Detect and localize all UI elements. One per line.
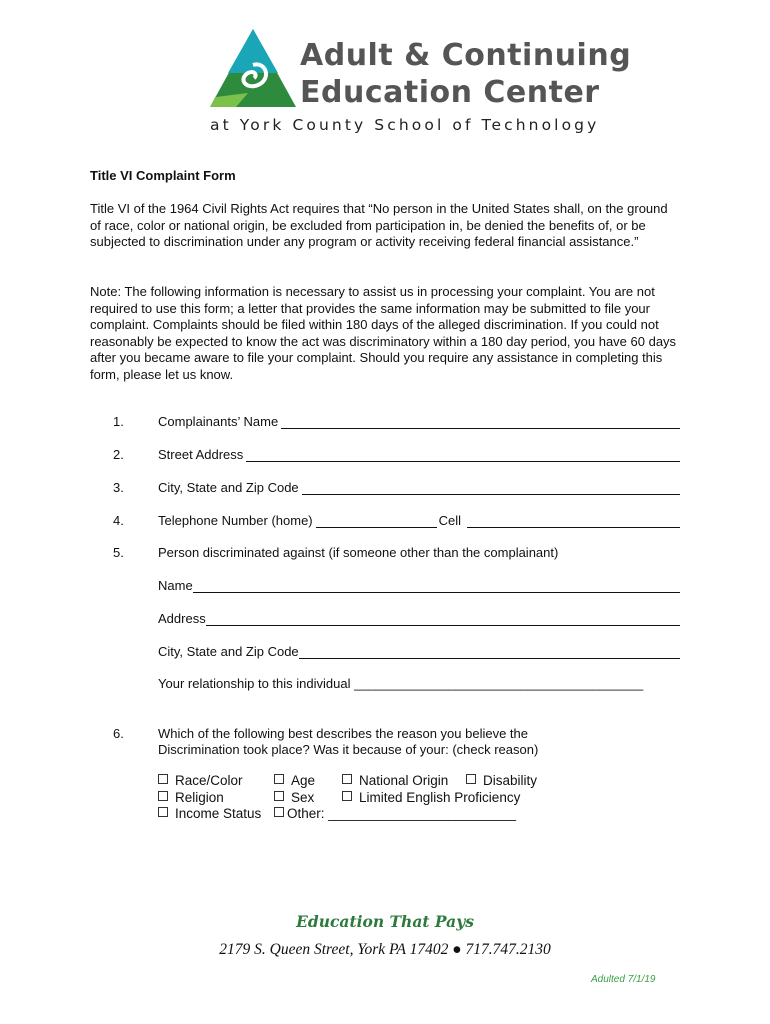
complainant-name-label: Complainants’ Name [158, 414, 279, 429]
sex-checkbox[interactable] [274, 790, 342, 807]
item-number-5: 5. [113, 545, 124, 560]
checkbox-icon[interactable] [158, 791, 168, 801]
religion-label: Religion [175, 789, 224, 805]
other-person-city-line[interactable] [299, 646, 680, 659]
reason-checkbox-group [158, 773, 537, 823]
checkbox-icon[interactable] [274, 791, 284, 801]
item-number-1: 1. [113, 414, 124, 429]
limited-english-label: Limited English Proficiency [359, 789, 521, 805]
person-discriminated-label: Person discriminated against (if someone other than the complainant) [158, 545, 559, 560]
complainant-name-field[interactable] [158, 414, 680, 429]
city-state-zip-label: City, State and Zip Code [158, 480, 299, 495]
sex-label: Sex [291, 789, 315, 805]
checkbox-icon[interactable] [342, 791, 352, 801]
checkbox-icon[interactable] [274, 807, 284, 817]
checkbox-icon[interactable] [466, 774, 476, 784]
logo-icon [208, 27, 298, 109]
relationship-field[interactable]: Your relationship to this individual ________________________________________ [158, 676, 644, 691]
religion-checkbox[interactable] [158, 790, 274, 807]
intro-paragraph: Title VI of the 1964 Civil Rights Act requires that “No person in the United States shall, on the ground of race, color or national origin, be excluded from participation in, be denied the benefits of, or be subjected to discrimination under any program or activity receiving federal financial assistance.” [90, 201, 668, 249]
cell-phone-label: Cell [438, 513, 462, 528]
other-person-city-field[interactable] [158, 644, 680, 659]
street-address-line[interactable] [246, 449, 680, 462]
other-person-name-line[interactable] [193, 580, 680, 593]
street-address-field[interactable] [158, 447, 680, 462]
logo-subtitle: at York County School of Technology [210, 116, 600, 134]
complainant-name-line[interactable] [281, 416, 680, 429]
telephone-field[interactable] [158, 513, 680, 528]
city-state-zip-line[interactable] [302, 482, 680, 495]
item-number-3: 3. [113, 480, 124, 495]
checkbox-icon[interactable] [274, 774, 284, 784]
disability-label: Disability [483, 773, 538, 788]
age-checkbox[interactable] [274, 773, 342, 790]
logo-text-line1: Adult & Continuing [300, 38, 632, 73]
revision-date: Adulted 7/1/19 [591, 974, 656, 985]
other-reason-label: Other: _________________________ [287, 806, 516, 821]
other-person-address-label: Address [158, 611, 206, 626]
cell-phone-line[interactable] [467, 515, 680, 528]
race-color-checkbox[interactable] [158, 773, 274, 790]
form-title: Title VI Complaint Form [90, 168, 236, 183]
item-number-4: 4. [113, 513, 124, 528]
checkbox-icon[interactable] [158, 774, 168, 784]
home-phone-label: Telephone Number (home) [158, 513, 313, 528]
other-person-address-field[interactable] [158, 611, 680, 626]
other-person-city-label: City, State and Zip Code [158, 644, 299, 659]
checkbox-icon[interactable] [158, 807, 168, 817]
other-person-name-label: Name [158, 578, 193, 593]
limited-english-checkbox[interactable] [342, 790, 520, 807]
other-person-name-field[interactable] [158, 578, 680, 593]
reason-question-line2: Discrimination took place? Was it because of your: (check reason) [158, 742, 539, 757]
city-state-zip-field[interactable] [158, 480, 680, 495]
home-phone-line[interactable] [316, 515, 437, 528]
income-status-label: Income Status [175, 806, 262, 821]
disability-checkbox[interactable] [466, 773, 537, 790]
note-paragraph: Note: The following information is necessary to assist us in processing your complaint. You are not required to use this form; a letter that provides the same information may be submitted to file your complaint. Complaints should be filed within 180 days of the alleged discrimination. If you could not reasonably be expected to know the act was discriminatory within a 180 day period, you have 60 days after you became aware to file your complaint. Should you require any assistance in completing this form, please let us know. [90, 284, 677, 382]
item-number-2: 2. [113, 447, 124, 462]
footer-address: 2179 S. Queen Street, York PA 17402 ● 717.747.2130 [219, 941, 551, 958]
footer-tagline: Education That Pays [296, 912, 474, 931]
race-color-label: Race/Color [175, 773, 243, 788]
national-origin-label: National Origin [359, 773, 449, 788]
other-person-address-line[interactable] [206, 613, 680, 626]
item-number-6: 6. [113, 726, 124, 741]
street-address-label: Street Address [158, 447, 244, 462]
reason-question-line1: Which of the following best describes the reason you believe the [158, 726, 528, 741]
other-reason-checkbox[interactable] [274, 806, 516, 823]
checkbox-icon[interactable] [342, 774, 352, 784]
logo-text-line2: Education Center [300, 75, 600, 110]
income-status-checkbox[interactable] [158, 806, 274, 823]
national-origin-checkbox[interactable] [342, 773, 466, 790]
age-label: Age [291, 773, 316, 788]
